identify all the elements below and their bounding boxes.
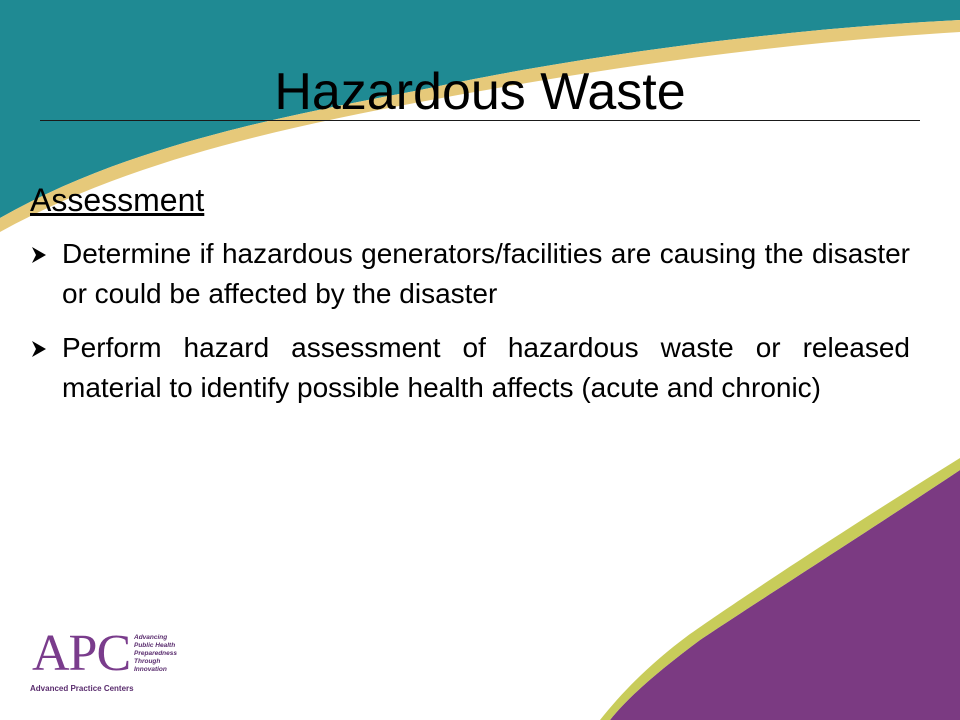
logo-name: Advanced Practice Centers — [30, 684, 134, 693]
logo-tagline-line: Innovation — [134, 666, 167, 673]
title-divider — [40, 120, 920, 121]
bullet-list — [30, 234, 910, 408]
bullet-text: Determine if hazardous generators/facilities are causing the disaster or could be affected by the disaster — [62, 238, 910, 309]
apc-logo — [30, 626, 200, 698]
bullet-item — [30, 234, 910, 314]
logo-mark: APC — [32, 625, 131, 682]
logo-tagline-line: Advancing — [134, 634, 168, 641]
arrowhead-bullet-icon — [30, 340, 48, 358]
slide-title: Hazardous Waste — [274, 63, 686, 121]
purple-swoosh — [610, 470, 960, 720]
slide-content — [30, 176, 910, 422]
bullet-item — [30, 328, 910, 408]
logo-tagline-line: Public Health — [134, 642, 176, 649]
section-heading: Assessment — [30, 182, 205, 218]
logo-tagline-line: Through — [134, 658, 161, 665]
bullet-text: Perform hazard assessment of hazardous waste or released material to identify possible health affects (acute and chronic) — [62, 332, 910, 403]
arrowhead-bullet-icon — [30, 246, 48, 264]
logo-tagline-line: Preparedness — [134, 650, 177, 657]
logo-tagline — [134, 634, 204, 674]
